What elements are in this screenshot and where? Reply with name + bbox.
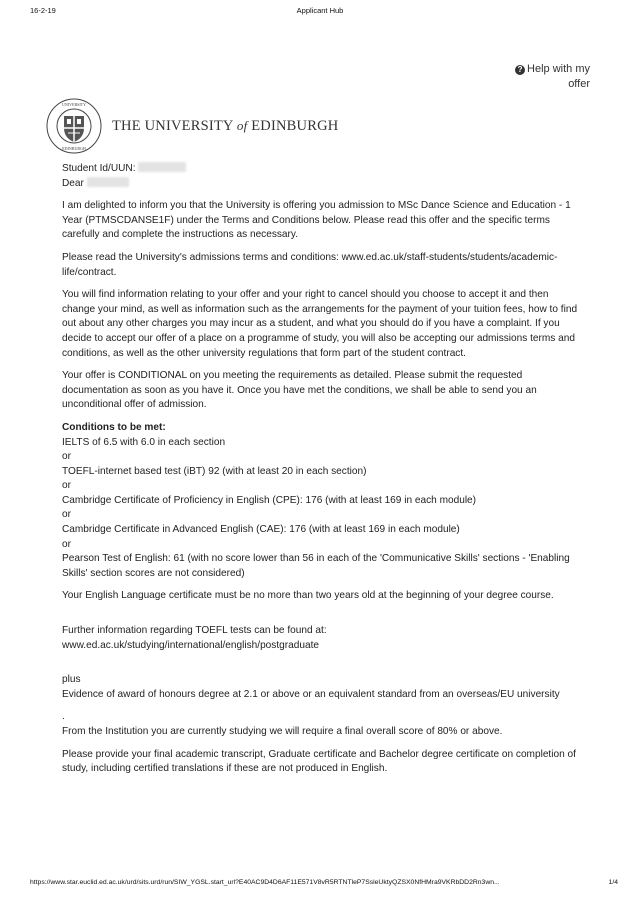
print-footer bbox=[30, 879, 618, 891]
university-logo bbox=[46, 98, 338, 154]
condition-item: Cambridge Certificate of Proficiency in English (CPE): 176 (with at least 169 in each module) bbox=[62, 494, 477, 506]
condition-item: Cambridge Certificate in Advanced English (CAE): 176 (with at least 169 in each module) bbox=[62, 524, 460, 536]
condition-item: TOEFL-internet based test (iBT) 92 (with at least 20 in each section) bbox=[62, 465, 367, 477]
conditions-heading: Conditions to be met: bbox=[62, 421, 166, 433]
offer-letter bbox=[62, 162, 582, 777]
score-requirement-paragraph: From the Institution you are currently studying we will require a final overall score of 80% or above. bbox=[62, 726, 503, 737]
condition-item: or bbox=[62, 480, 71, 492]
conditional-paragraph: Your offer is CONDITIONAL on you meeting the requirements as detailed. Please submit the requested documentation as soon as you have it. Once you have met the conditions, we shall be able to send you an unconditional offer of admission. bbox=[62, 370, 537, 411]
degree-evidence-paragraph: Evidence of award of honours degree at 2.1 or above or an equivalent standard from an overseas/EU university bbox=[62, 688, 560, 700]
university-name: THE UNIVERSITY of EDINBURGH bbox=[112, 117, 339, 134]
print-title: Applicant Hub bbox=[296, 6, 344, 15]
print-header bbox=[0, 6, 640, 18]
terms-paragraph: Please read the University's admissions terms and conditions: www.ed.ac.uk/staff-students/students/academic-life/contract. bbox=[62, 251, 558, 278]
student-id-line: Student Id/UUN: bbox=[62, 162, 582, 177]
help-label: Help with my offer bbox=[527, 63, 590, 90]
info-paragraph: You will find information relating to your offer and your right to cancel should you choose to accept it and then change your mind, as well as information such as the arrangements for the payment of your tuition fees, how to find out about any other charges you may incur as a student, and what you should do if you have a complaint. If you decide to accept our offer of a place on a programme of study, you will also be accepting our admissions terms and conditions, as well as the other university regulations that form part of the student contract. bbox=[62, 289, 578, 359]
print-date: 16-2-19 bbox=[30, 6, 56, 15]
dear-line: Dear bbox=[62, 177, 582, 192]
condition-item: or bbox=[62, 509, 71, 521]
toefl-info: Further information regarding TOEFL tests can be found at: bbox=[62, 625, 327, 637]
offer-paragraph: I am delighted to inform you that the University is offering you admission to MSc Dance Science and Education - 1 Year (PTMSCDANSE1F) under the Terms and Conditions below. Please read this offer and the specific terms carefully and complete the instructions as necessary. bbox=[62, 200, 571, 241]
condition-item: Pearson Test of English: 61 (with no score lower than 56 in each of the 'Communicative Skills' sections - 'Enabling Skills' section scores are not considered) bbox=[62, 553, 570, 579]
help-with-offer-link[interactable] bbox=[500, 62, 590, 92]
transcript-paragraph: Please provide your final academic transcript, Graduate certificate and Bachelor degree certificate on completion of study, including certified translations if these are not produced in English. bbox=[62, 748, 576, 775]
condition-item: IELTS of 6.5 with 6.0 in each section bbox=[62, 436, 226, 448]
redacted-student-id bbox=[138, 162, 186, 172]
university-crest-icon bbox=[46, 98, 102, 154]
condition-item: or bbox=[62, 538, 71, 550]
svg-text:EDINBURGH: EDINBURGH bbox=[62, 146, 86, 151]
plus-text: plus bbox=[62, 674, 81, 686]
svg-text:UNIVERSITY: UNIVERSITY bbox=[62, 102, 86, 107]
condition-item: or bbox=[62, 451, 71, 463]
redacted-name bbox=[87, 177, 129, 187]
question-circle-icon: ? bbox=[515, 65, 525, 75]
toefl-url: www.ed.ac.uk/studying/international/english/postgraduate bbox=[62, 639, 319, 651]
dot-text: . bbox=[62, 711, 65, 723]
certificate-age-paragraph: Your English Language certificate must be no more than two years old at the beginning of your degree course. bbox=[62, 590, 554, 602]
page-number: 1/4 bbox=[608, 879, 618, 886]
footer-url: https://www.star.euclid.ed.ac.uk/urd/sits.urd/run/SIW_YGSL.start_url?E40AC9D4D6AF11E571V8vR5RTNTleP7SsleUktyQZSX0NfHMra9VKRbDD2Rn3wn... bbox=[30, 879, 500, 886]
